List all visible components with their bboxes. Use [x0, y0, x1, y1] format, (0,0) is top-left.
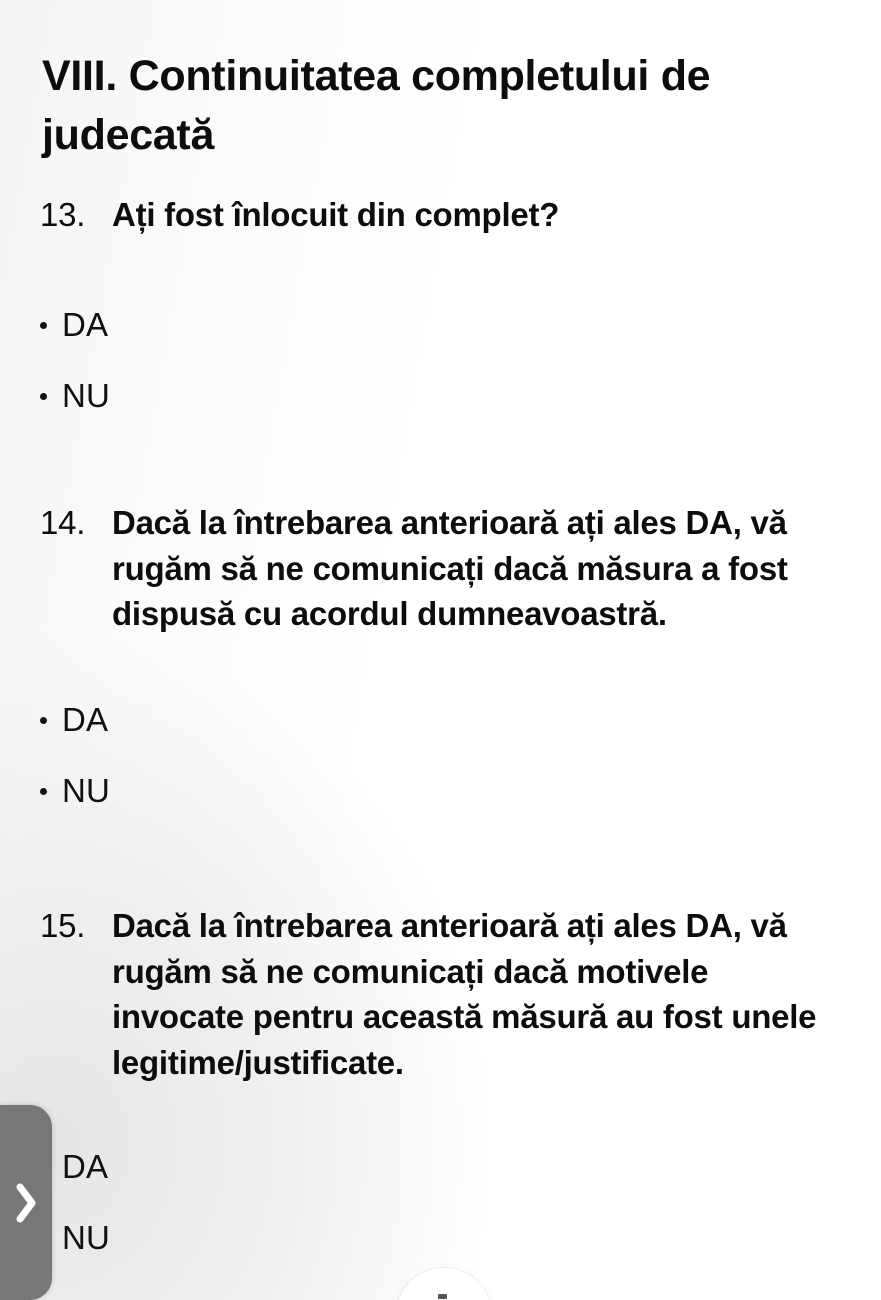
option-label: DA — [62, 306, 109, 343]
question-number: 13. — [40, 196, 86, 233]
option-label: DA — [62, 701, 109, 738]
option-list — [40, 1147, 440, 1289]
fab-icon — [438, 1294, 447, 1299]
question-block — [40, 500, 840, 637]
list-item[interactable] — [40, 771, 440, 842]
option-list — [40, 700, 440, 842]
question-block — [40, 192, 840, 238]
list-item[interactable] — [40, 1218, 440, 1289]
option-label: DA — [62, 1148, 109, 1185]
option-label: NU — [62, 377, 111, 414]
list-item[interactable] — [40, 700, 440, 771]
bullet-icon — [40, 309, 62, 339]
question-text: Dacă la întrebarea anterioară ați ales DA, vă rugăm să ne comunicați dacă motivele invocate pentru această măsură au fost unele legitime/justificate. — [112, 907, 817, 1081]
question-number: 15. — [40, 907, 86, 944]
question-text: Ați fost înlocuit din complet? — [112, 196, 560, 233]
question-text: Dacă la întrebarea anterioară ați ales DA, vă rugăm să ne comunicați dacă măsura a fost dispusă cu acordul dumneavoastră. — [112, 504, 788, 633]
option-label: NU — [62, 772, 111, 809]
question-number: 14. — [40, 504, 86, 541]
list-item[interactable] — [40, 305, 440, 376]
bullet-icon — [40, 380, 62, 410]
bullet-icon — [40, 704, 62, 734]
list-item[interactable] — [40, 1147, 440, 1218]
drawer-handle[interactable] — [0, 1105, 52, 1300]
option-label: NU — [62, 1219, 111, 1256]
bullet-icon — [40, 775, 62, 805]
chevron-right-icon — [13, 1181, 39, 1225]
option-list — [40, 305, 440, 447]
question-block — [40, 903, 840, 1085]
page-title: VIII. Continuitatea completului de judecată — [42, 52, 722, 160]
list-item[interactable] — [40, 376, 440, 447]
